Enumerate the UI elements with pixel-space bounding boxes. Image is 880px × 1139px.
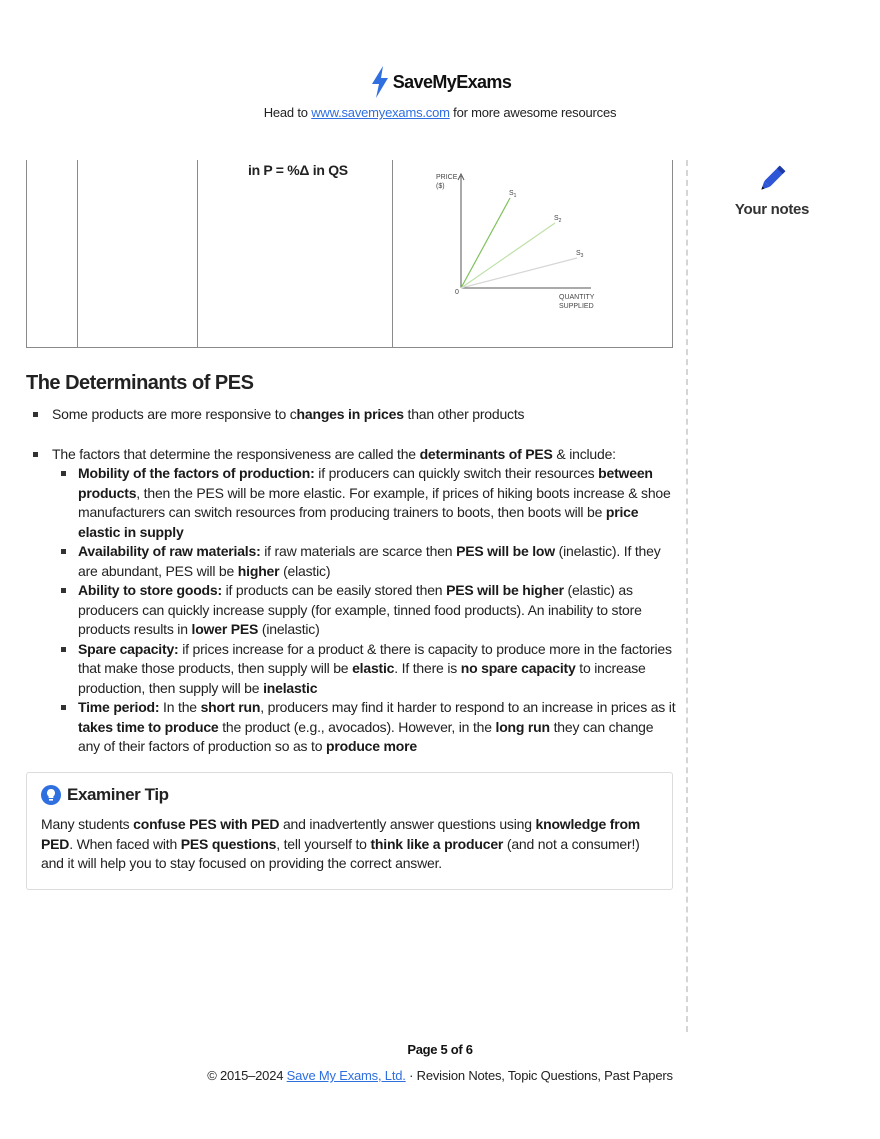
- curve-label-s2: $S_2$: [554, 215, 562, 224]
- curve-label-s1: $S_1$: [509, 190, 517, 199]
- supply-curve-s2: [461, 223, 555, 288]
- y-axis-label: PRICE: [436, 174, 458, 181]
- footer-link[interactable]: Save My Exams, Ltd.: [286, 1068, 406, 1083]
- examiner-tip-header: [41, 785, 658, 805]
- table-column-divider: [197, 160, 198, 347]
- curve-label-s3: $S_3$: [576, 250, 584, 259]
- determinant-spare-capacity: Spare capacity: if prices increase for a product & there is capacity to produce more in the factories that make those products, then supply will be elastic. If there is no spare capacity to increase production, then supply will be inelastic: [52, 640, 676, 699]
- notes-divider: [686, 160, 688, 1032]
- determinants-list: [26, 405, 676, 757]
- examiner-tip-title: Examiner Tip: [67, 785, 169, 804]
- tagline-prefix: Head to: [263, 105, 312, 120]
- determinants-sublist: [52, 464, 676, 757]
- your-notes-panel[interactable]: [722, 162, 822, 218]
- examiner-tip-box: [26, 772, 673, 890]
- supply-curve-s1: [461, 198, 510, 288]
- page-number: Page 5 of 6: [407, 1042, 473, 1057]
- site-link[interactable]: www.savemyexams.com: [311, 105, 450, 120]
- table-formula-cell: in P = %Δ in QS: [248, 162, 348, 178]
- x-axis-sub-label: SUPPLIED: [559, 303, 594, 310]
- page-header: [0, 66, 880, 120]
- section-title: The Determinants of PES: [26, 372, 254, 394]
- examiner-tip-body: Many students confuse PES with PED and inadvertently answer questions using knowledge from PED. When faced with PES questions, tell yourself to think like a producer (and not a consumer!) and it will help you to stay focused on providing the correct answer.: [41, 816, 641, 871]
- supply-curve-s3: [461, 258, 577, 288]
- determinant-mobility: Mobility of the factors of production: if producers can quickly switch their resources between products, then the PES will be more elastic. For example, if prices of hiking boots increase & shoe manufacturers can switch resources from producing trainers to boots, then boots will be price elastic in supply: [52, 464, 676, 542]
- tagline-suffix: for more awesome resources: [449, 105, 617, 120]
- determinant-time-period: Time period: In the short run, producers may find it harder to respond to an increase in prices as it takes time to produce the product (e.g., avocados). However, in the long run they can change any of their factors of production so as to produce more: [52, 698, 676, 757]
- your-notes-label: Your notes: [734, 201, 810, 218]
- pencil-icon: [755, 162, 789, 196]
- x-axis-label: QUANTITY: [559, 294, 595, 301]
- y-axis-unit: ($): [436, 183, 445, 190]
- pes-table-fragment: [26, 160, 673, 348]
- header-tagline: [0, 105, 880, 120]
- table-column-divider: [77, 160, 78, 347]
- determinant-storage: Ability to store goods: if products can be easily stored then PES will be higher (elastic) as producers can quickly increase supply (for example, tinned food products). An inability to store products results in lower PES (inelastic): [52, 581, 676, 640]
- list-item: The factors that determine the responsiveness are called the determinants of PES & include: Mobility of the factors of production: if producers can quickly switch their resources between products, then the PES will be more elastic. For example, if prices of hiking boots increase & shoe manufacturers can switch resources from producing trainers to boots, then boots will be price elastic in supply Availability of raw materials: if raw materials are scarce then PES will be low (inelastic). If they are abundant, PES will be higher (elastic) Ability to store goods: if products can be easily stored then PES will be higher (elastic) as producers can quickly increase supply (for example, tinned food products). An inability to store products results in lower PES (inelastic) Spare capacity: if prices increase for a product & there is capacity to produce more in the factories that make those products, then supply will be elastic. If there is no spare capacity to increase production, then supply will be inelastic Time period: In the short run, producers may find it harder to respond to an increase in prices as it takes time to produce the product (e.g., avocados). However, in the long run they can change any of their factors of production so as to produce more: [26, 445, 676, 757]
- main-content: [26, 372, 676, 757]
- table-column-divider: [392, 160, 393, 347]
- origin-label: 0: [455, 289, 459, 296]
- lightbulb-icon: [41, 785, 61, 805]
- lightning-bolt-icon: [369, 66, 391, 98]
- list-item: Some products are more responsive to changes in prices than other products: [26, 405, 676, 425]
- supply-curves-diagram: [425, 168, 615, 330]
- brand-name: SaveMyExams: [392, 71, 512, 92]
- footer-copyright: © 2015–2024 Save My Exams, Ltd. · Revision Notes, Topic Questions, Past Papers: [207, 1068, 673, 1083]
- determinant-raw-materials: Availability of raw materials: if raw materials are scarce then PES will be low (inelastic). If they are abundant, PES will be higher (elastic): [52, 542, 676, 581]
- brand-logo[interactable]: [369, 66, 512, 98]
